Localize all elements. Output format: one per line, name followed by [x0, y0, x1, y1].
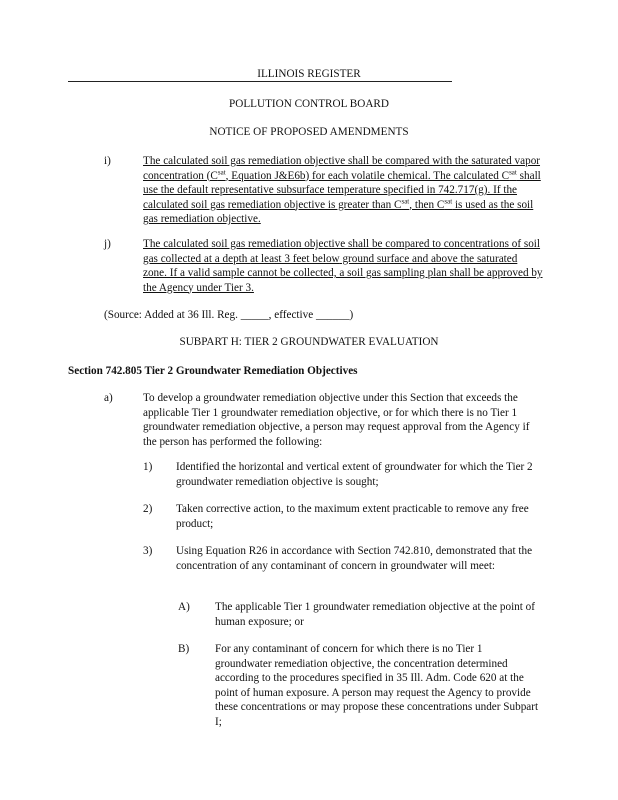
item-A-text: The applicable Tier 1 groundwater remediation objective at the point of human exposure; or [215, 601, 535, 628]
item-j-label: j) [104, 238, 111, 250]
item-3-label: 3) [143, 545, 153, 557]
item-1-label: 1) [143, 461, 153, 473]
item-1-text: Identified the horizontal and vertical extent of groundwater for which the Tier 2 groundwater remediation objective is sought; [176, 461, 533, 488]
source-note: (Source: Added at 36 Ill. Reg. _____, effective ______) [104, 309, 354, 321]
item-B-text: For any contaminant of concern for which there is no Tier 1 groundwater remediation objective, the concentration determined according to the procedures specified in 35 Ill. Adm. Code 620 at the point of human exposure. A person may request the Agency to provide these concentrations or may propose these concentrations under Subpart I; [215, 643, 539, 728]
section-heading: Section 742.805 Tier 2 Groundwater Remediation Objectives [68, 365, 358, 377]
item-i-text: The calculated soil gas remediation objective shall be compared with the saturated vapor concentration ($C^{sat}$, Equation J&E6b) for each volatile chemical. The calculated $C^{sat}$ shall use the default representative subsurface temperature specified in 742.717(g). If the calculated soil gas remediation objective is greater than $C^{sat}$, then $C^{sat}$ is used as the soil gas remediation objective. [143, 155, 541, 225]
item-j-text: The calculated soil gas remediation objective shall be compared to concentrations of soil gas collected at a depth at least 3 feet below ground surface and above the saturated zone. If a valid sample cannot be collected, a soil gas sampling plan shall be approved by the Agency under Tier 3. [143, 238, 543, 294]
item-a-text: To develop a groundwater remediation objective under this Section that exceeds the applicable Tier 1 groundwater remediation objective, or for which there is no Tier 1 groundwater remediation objective, a person may request approval from the Agency if the person has performed the following: [143, 392, 530, 448]
item-A-label: A) [178, 601, 190, 613]
item-3-text: Using Equation R26 in accordance with Section 742.810, demonstrated that the concentration of any contaminant of concern in groundwater will meet: [176, 545, 533, 572]
item-a-label: a) [104, 392, 113, 404]
header-rule [68, 81, 452, 82]
item-2-label: 2) [143, 503, 153, 515]
item-B-label: B) [178, 643, 190, 655]
notice-title: NOTICE OF PROPOSED AMENDMENTS [209, 126, 409, 138]
subpart-title: SUBPART H: TIER 2 GROUNDWATER EVALUATION [179, 336, 439, 348]
item-i-label: i) [104, 155, 111, 167]
item-2-text: Taken corrective action, to the maximum extent practicable to remove any free product; [176, 503, 529, 530]
register-title: ILLINOIS REGISTER [257, 68, 361, 80]
board-title: POLLUTION CONTROL BOARD [229, 98, 389, 110]
